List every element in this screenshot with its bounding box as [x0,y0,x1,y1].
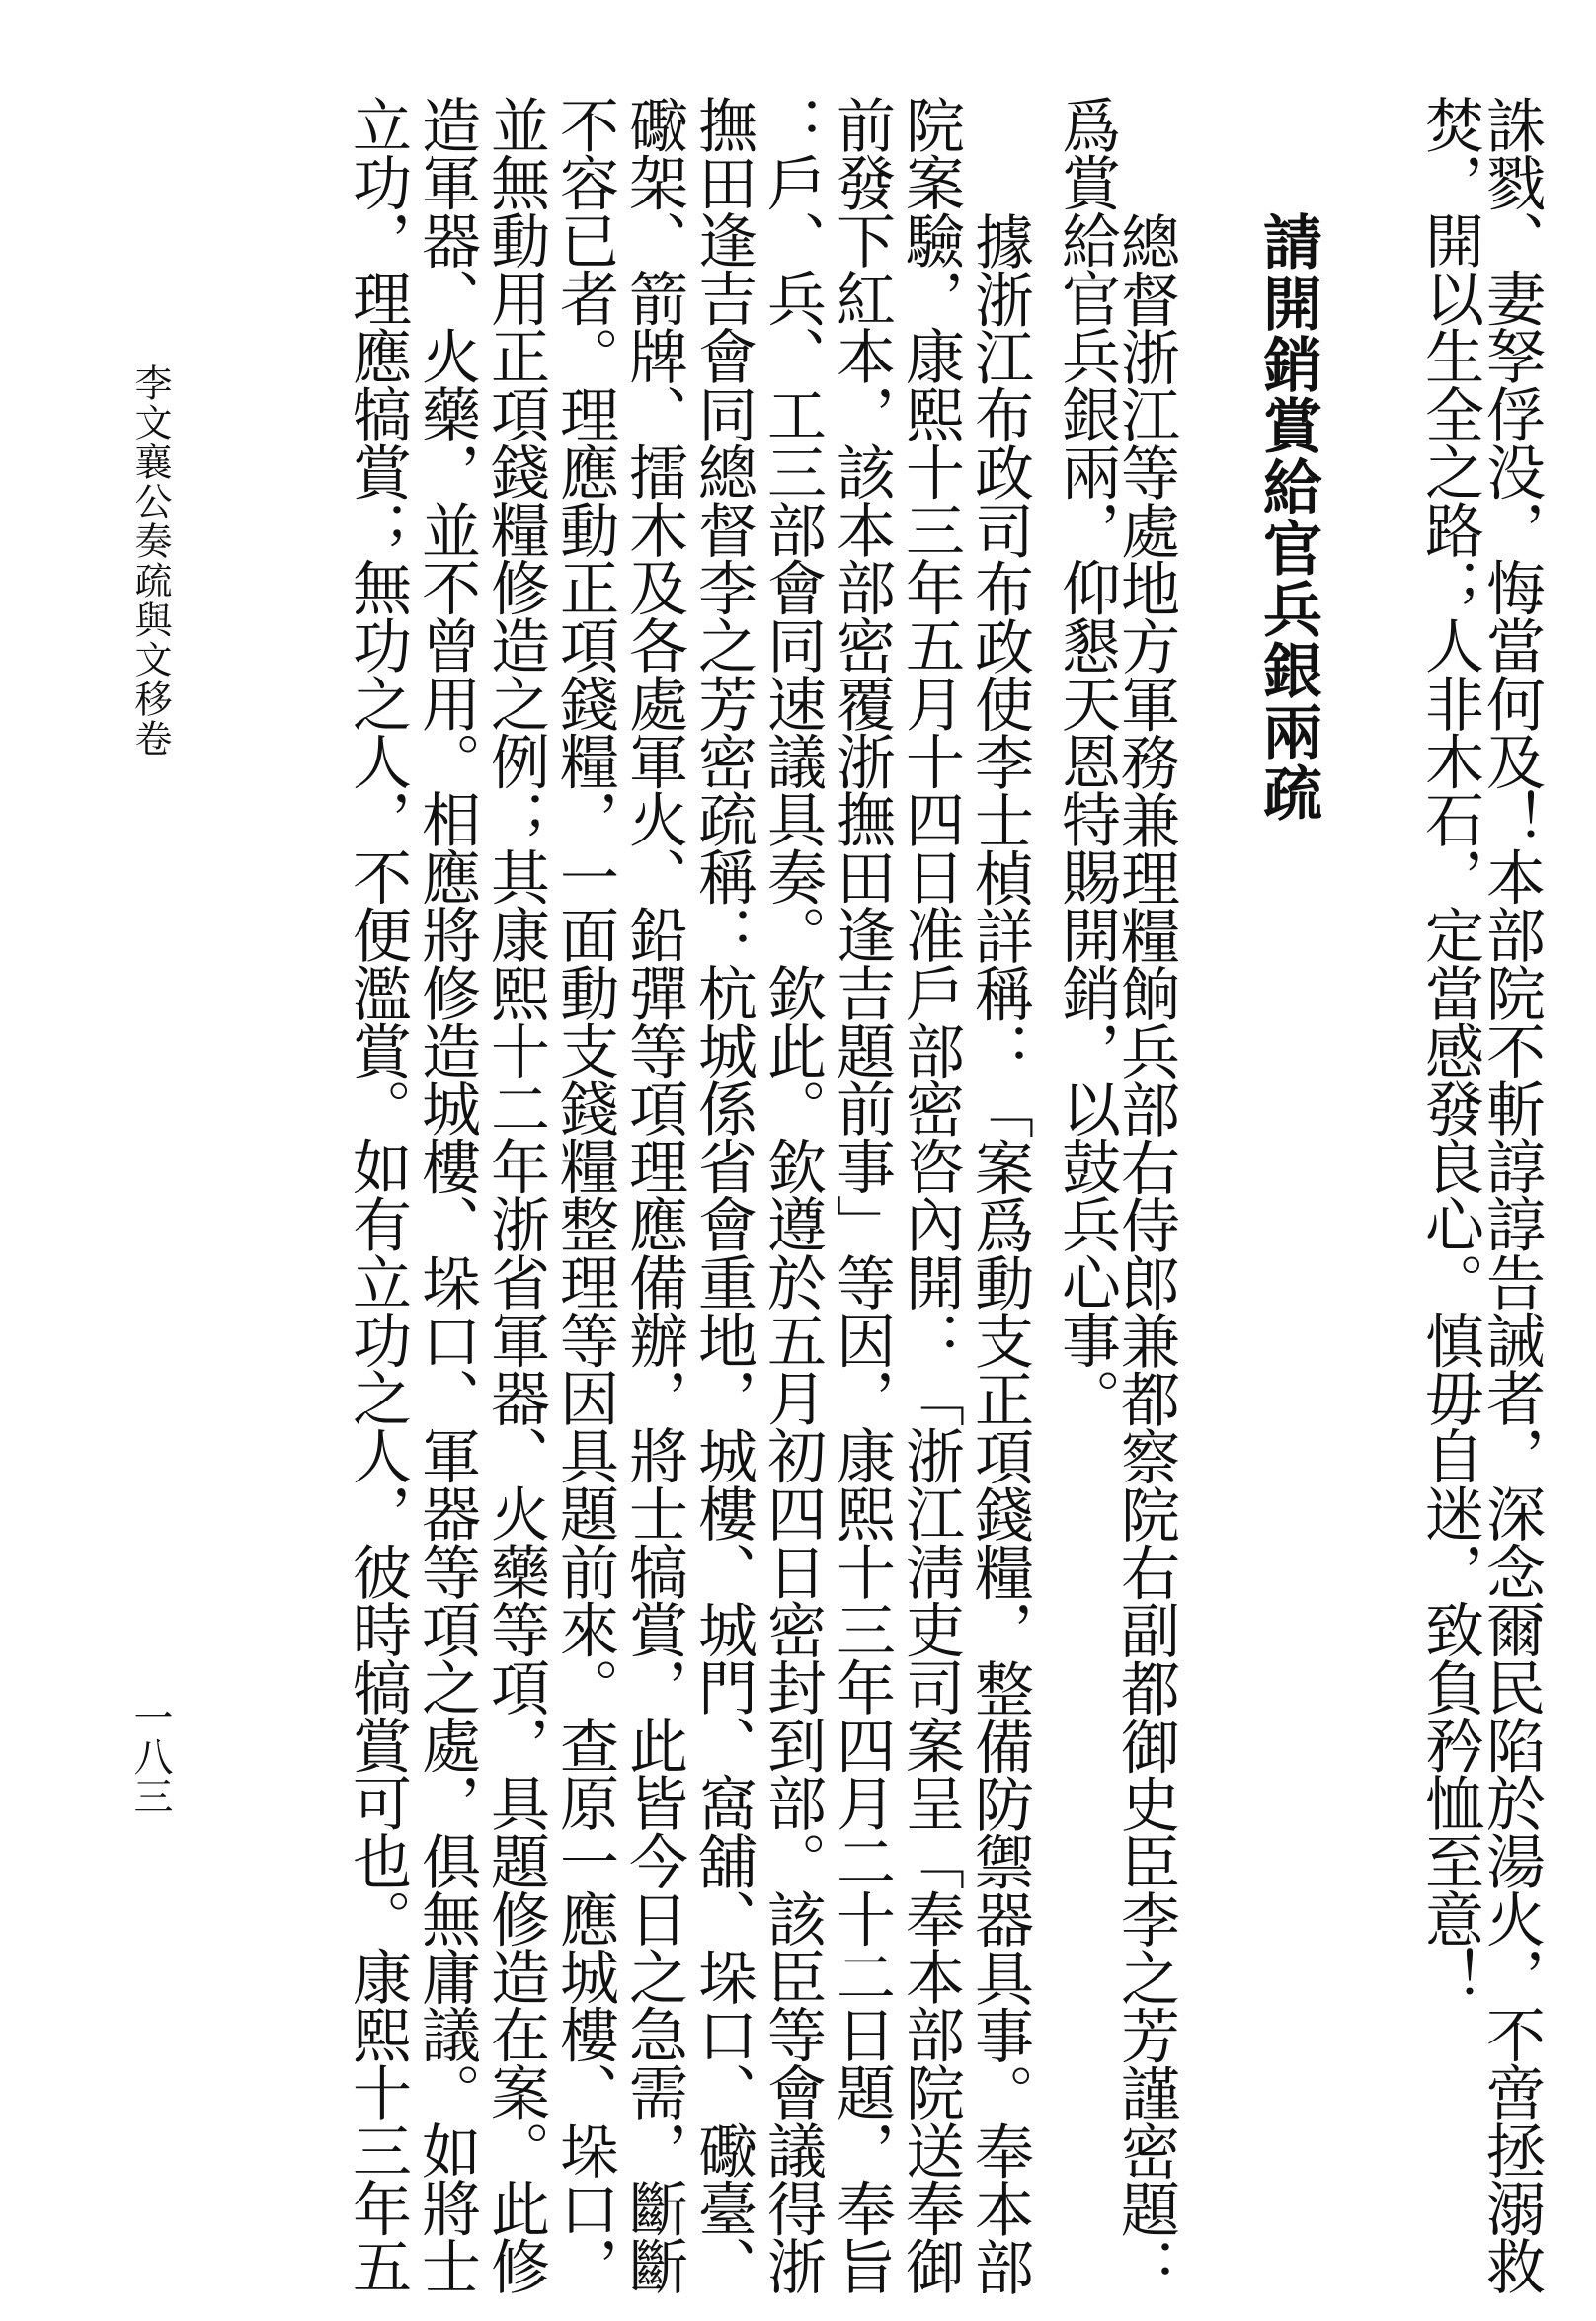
text-column-14: 造軍器、火藥，並不曾用。相應將修造城樓、垛口、軍器等項之處，俱無庸議。如將士 [412,95,481,2294]
text-column-6: 據浙江布政司布政使李士楨詳稱：「案爲動支正項錢糧，整備防禦器具事。奉本部 [965,211,1034,2295]
text-column-13: 並無動用正項錢糧修造之例；其康熙十二年浙省軍器、火藥等項，具題修造在案。此修 [481,95,550,2294]
page-number: 一八三 [127,1697,173,1815]
text-column-9: ：戶、兵、工三部會同速議具奏。欽此。欽遵於五月初四日密封到部。該臣等會議得浙 [758,95,827,2294]
text-column-15: 立功，理應犒賞；無功之人，不便濫賞。如有立功之人，彼時犒賞可也。康熙十三年五 [343,95,412,2294]
text-column-4: 總督浙江等處地方軍務兼理糧餉兵部右侍郎兼都察院右副都御史臣李之芳謹密題： [1111,211,1180,2295]
book-title-footer: 李文襄公奏疏與文移卷 [128,363,172,759]
text-column-1: 誅戮、妻孥俘没，悔當何及！本部院不斬諄諄告誡者，深念爾民陷於湯火，不啻拯溺救 [1476,95,1546,2294]
text-column-11: 礮架、箭牌、擂木及各處軍火、鉛彈等項理應備辦，將士犒賞，此皆今日之急需，斷斷 [619,95,688,2294]
text-column-5: 爲賞給官兵銀兩，仰懇天恩特賜開銷，以鼓兵心事。 [1052,95,1121,1426]
text-column-2: 焚，開以生全之路；人非木石，定當感發良心。慎毋自迷，致負矜恤至意！ [1415,95,1484,2005]
memorial-title: 請開銷賞給官兵銀兩疏 [1253,211,1322,824]
text-column-7: 院案驗，康熙十三年五月十四日准戶部密咨內開：「浙江淸吏司案呈「奉本部院送奉御 [896,95,965,2294]
text-column-10: 撫田逢吉會同總督李之芳密疏稱：杭城係省會重地，城樓、城門、窩舖、垛口、礮臺、 [688,95,758,2294]
text-column-8: 前發下紅本，該本部密覆浙撫田逢吉題前事」等因，康熙十三年四月二十二日題，奉旨 [827,95,896,2294]
text-column-12: 不容已者。理應動正項錢糧，一面動支錢糧整理等因具題前來。查原一應城樓、垛口， [550,95,619,2294]
